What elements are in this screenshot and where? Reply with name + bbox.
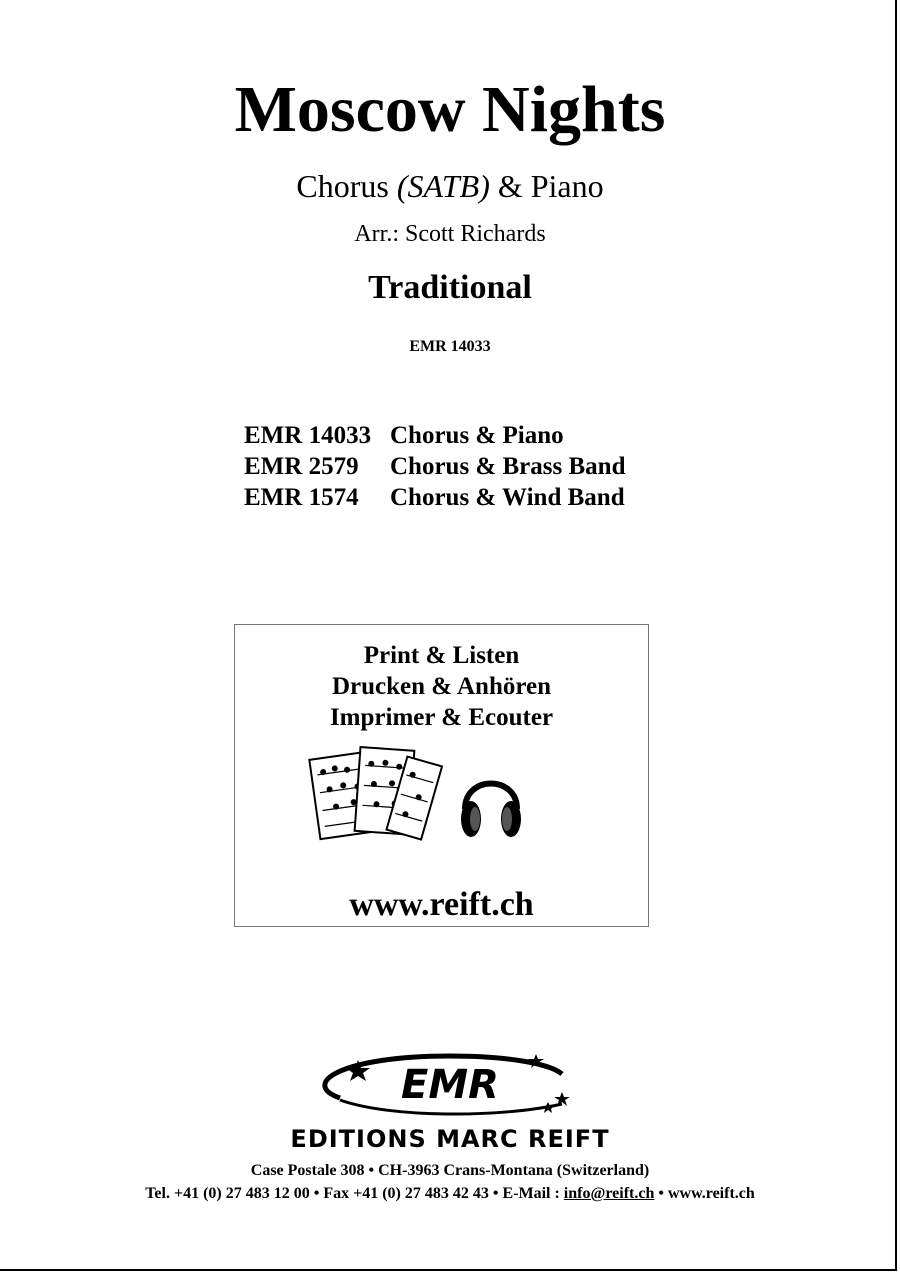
edition-code: EMR 2579 xyxy=(244,453,359,480)
headphones-icon xyxy=(461,784,521,838)
logo-text: EMR xyxy=(401,1062,499,1108)
instrumentation-voicing: (SATB) xyxy=(396,168,490,204)
promo-url: www.reift.ch xyxy=(349,886,534,923)
publisher-contact xyxy=(0,1183,900,1205)
edition-scoring: Chorus & Wind Band xyxy=(390,484,625,511)
contact-website: • www.reift.ch xyxy=(654,1185,755,1202)
email-link[interactable]: info@reift.ch xyxy=(563,1185,655,1202)
instrumentation-piano: & Piano xyxy=(489,168,604,204)
catalog-number: EMR 14033 xyxy=(409,338,491,355)
promo-line-french: Imprimer & Ecouter xyxy=(329,704,554,731)
editions-list xyxy=(244,420,625,513)
publisher-name: EDITIONS MARC REIFT xyxy=(290,1125,610,1153)
instrumentation xyxy=(0,166,900,206)
emr-logo xyxy=(300,1048,600,1120)
edition-scoring: Chorus & Piano xyxy=(390,422,564,449)
promo-line-english: Print & Listen xyxy=(363,642,520,669)
arranger: Arr.: Scott Richards xyxy=(354,221,546,247)
edition-code: EMR 1574 xyxy=(244,484,359,511)
instrumentation-chorus: Chorus xyxy=(296,168,397,204)
edition-code: EMR 14033 xyxy=(244,422,372,449)
composer: Traditional xyxy=(368,269,532,306)
edition-scoring: Chorus & Brass Band xyxy=(390,453,626,480)
print-listen-box xyxy=(234,624,649,927)
edition-row xyxy=(244,420,625,451)
promo-icons xyxy=(307,743,537,853)
edition-row xyxy=(244,451,625,482)
promo-line-german: Drucken & Anhören xyxy=(331,673,551,700)
page-title: Moscow Nights xyxy=(234,73,666,146)
publisher-address: Case Postale 308 • CH-3963 Crans-Montana (Switzerland) xyxy=(250,1162,650,1179)
edition-row xyxy=(244,482,625,513)
sheet-music-icon xyxy=(309,747,442,840)
contact-phone-fax: Tel. +41 (0) 27 483 12 00 • Fax +41 (0) 27 483 42 43 • E-Mail : xyxy=(145,1185,564,1202)
